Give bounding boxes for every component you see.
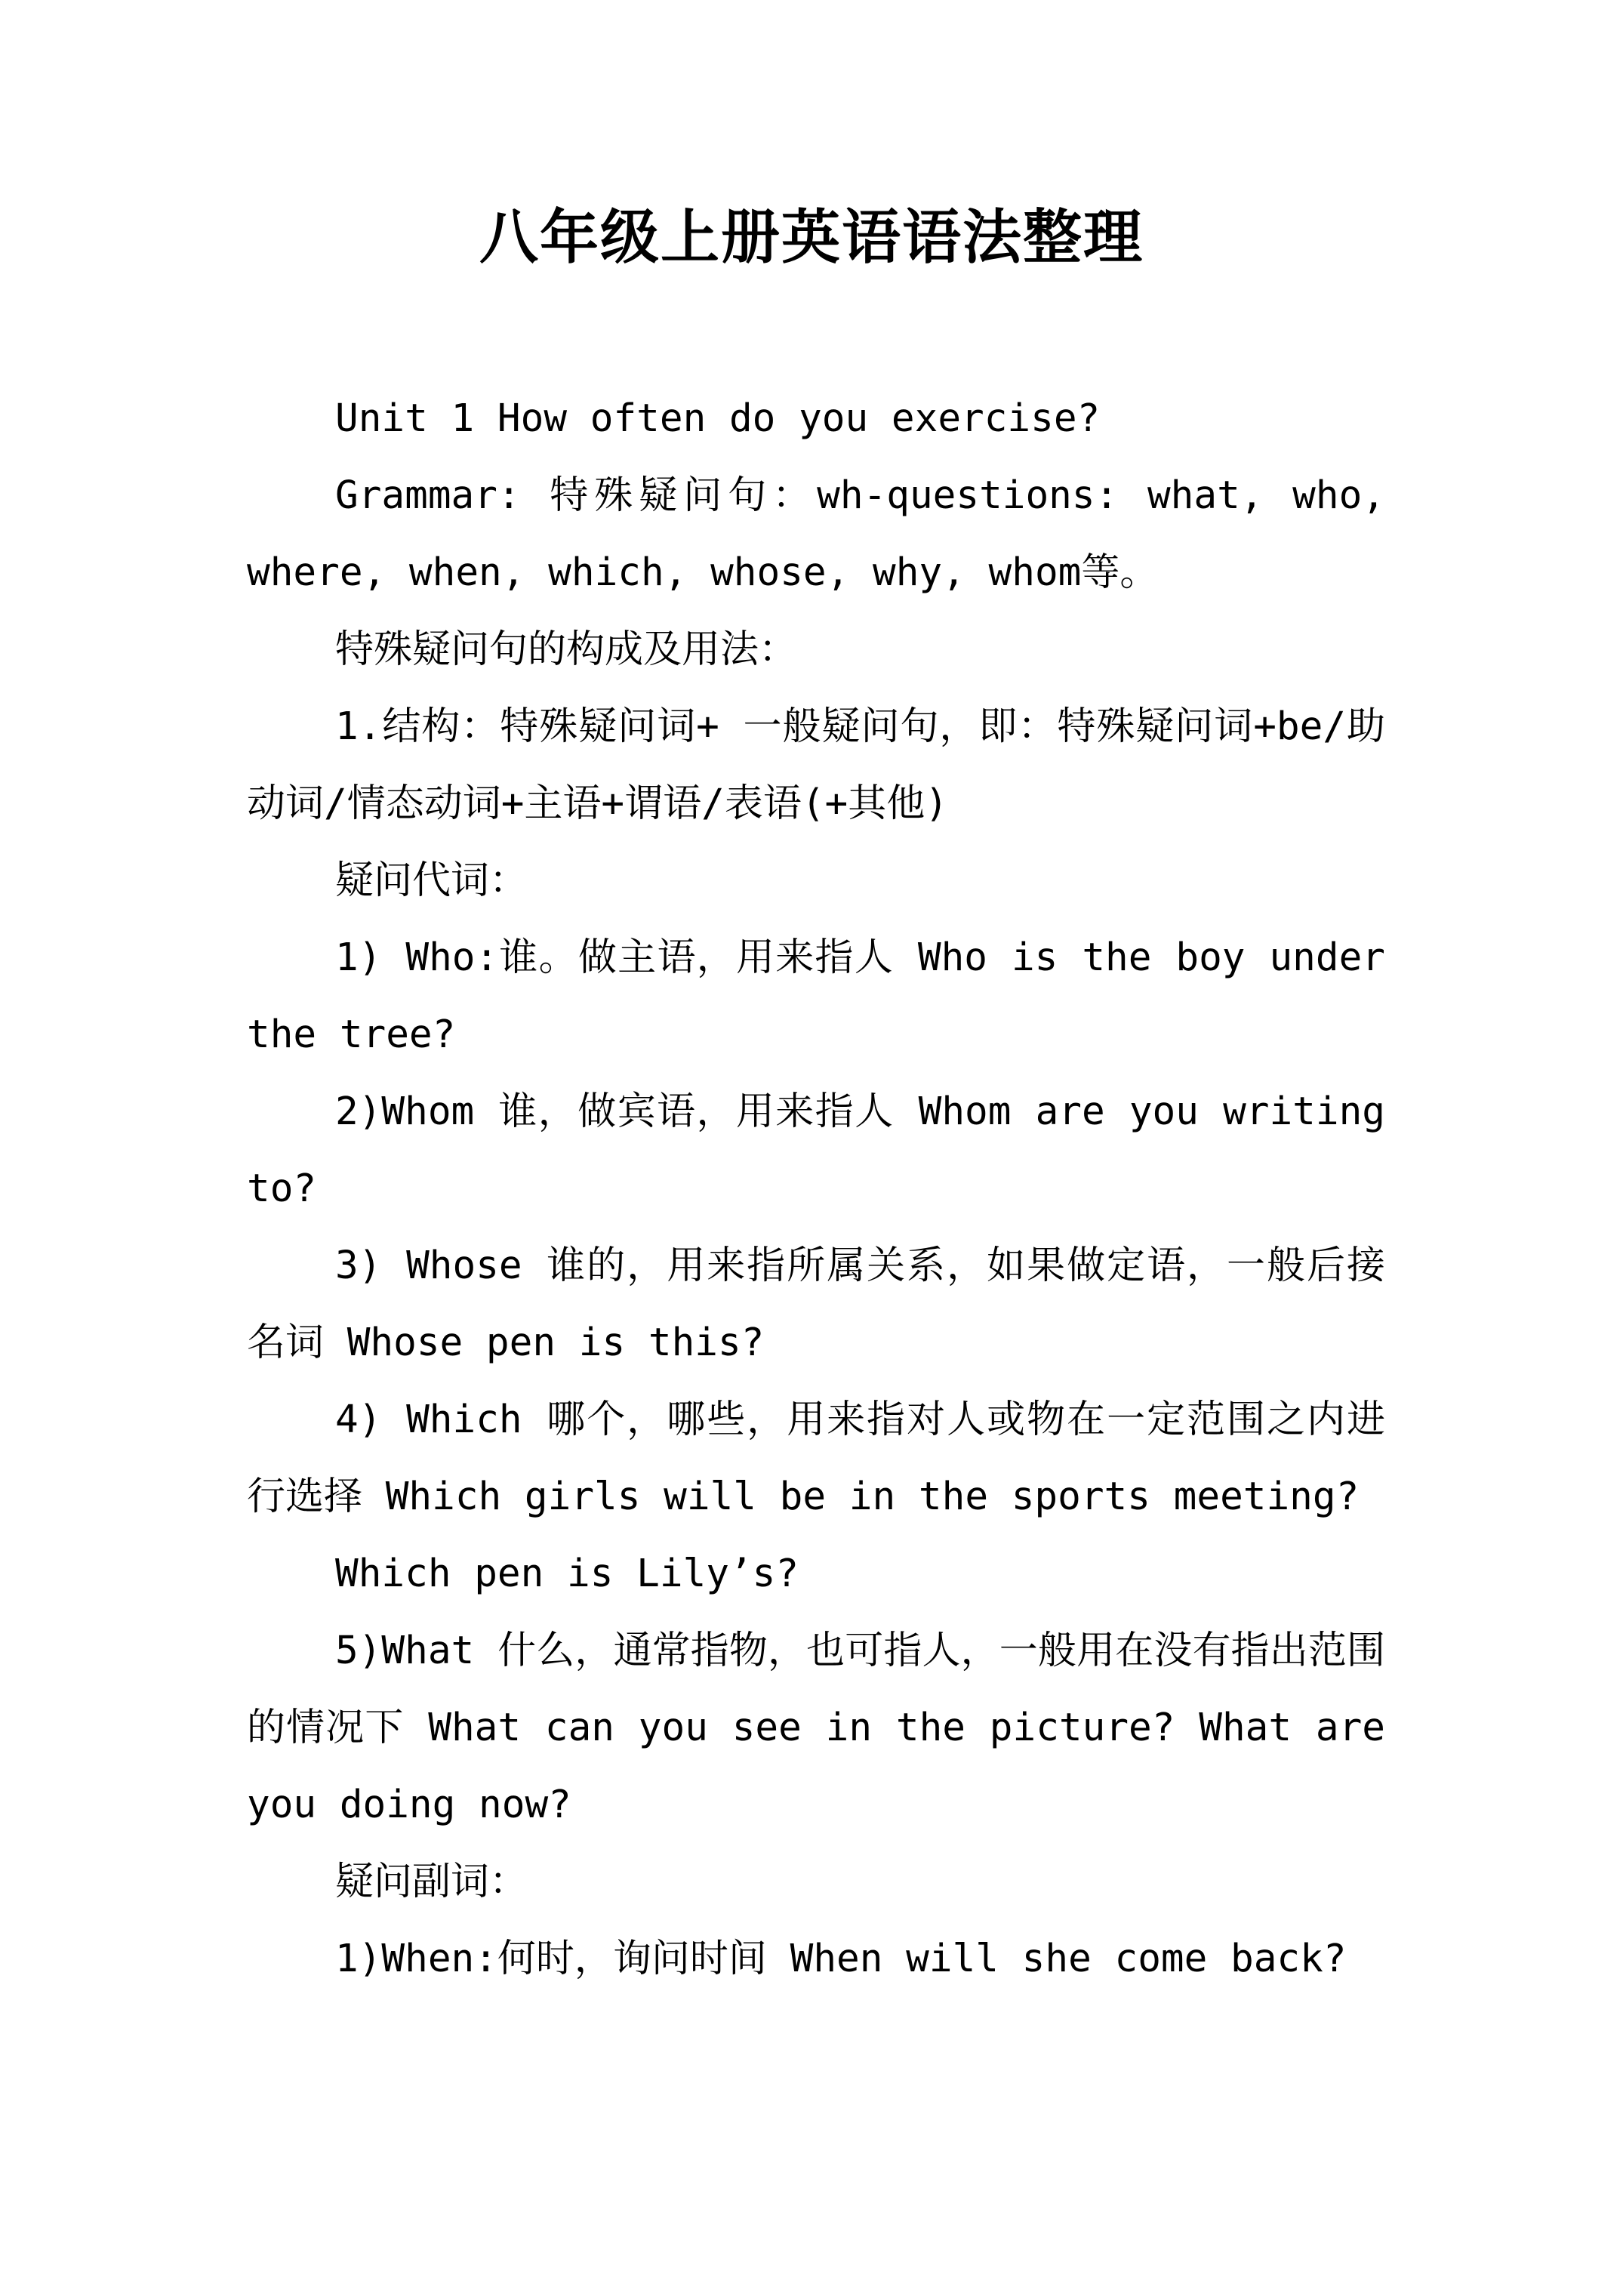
paragraph-when: 1)When:何时，询问时间 When will she come back?	[335, 1937, 1347, 1981]
paragraph-grammar: Grammar: 特殊疑问句：wh-questions: what, who, where, when, which, whose, why, whom等。	[247, 473, 1385, 595]
paragraph-who: 1) Who:谁。做主语，用来指人 Who is the boy under the tree?	[247, 935, 1385, 1057]
paragraph-which-example: Which pen is Lily’s?	[335, 1552, 799, 1596]
document-body	[247, 381, 1385, 1998]
paragraph-construction-heading: 特殊疑问句的构成及用法：	[335, 627, 798, 672]
paragraph-whom: 2)Whom 谁，做宾语，用来指人 Whom are you writing to?	[247, 1089, 1385, 1211]
paragraph-structure: 1.结构：特殊疑问词+ 一般疑问句，即：特殊疑问词+be/助动词/情态动词+主语+谓语/表语(+其他)	[247, 704, 1385, 826]
paragraph-which: 4) Which 哪个，哪些，用来指对人或物在一定范围之内进行选择 Which girls will be in the sports meeting?	[247, 1398, 1385, 1519]
paragraph-adverbs-heading: 疑问副词：	[335, 1860, 528, 1904]
paragraph-what: 5)What 什么，通常指物，也可指人，一般用在没有指出范围的情况下 What can you see in the picture? What are you doing now?	[247, 1629, 1385, 1827]
paragraph-whose: 3) Whose 谁的，用来指所属关系，如果做定语，一般后接名词 Whose pen is this?	[247, 1244, 1385, 1365]
paragraph-pronouns-heading: 疑问代词：	[335, 858, 528, 903]
paragraph-unit-heading: Unit 1 How often do you exercise?	[335, 396, 1101, 441]
document-title: 八年级上册英语语法整理	[479, 203, 1144, 272]
